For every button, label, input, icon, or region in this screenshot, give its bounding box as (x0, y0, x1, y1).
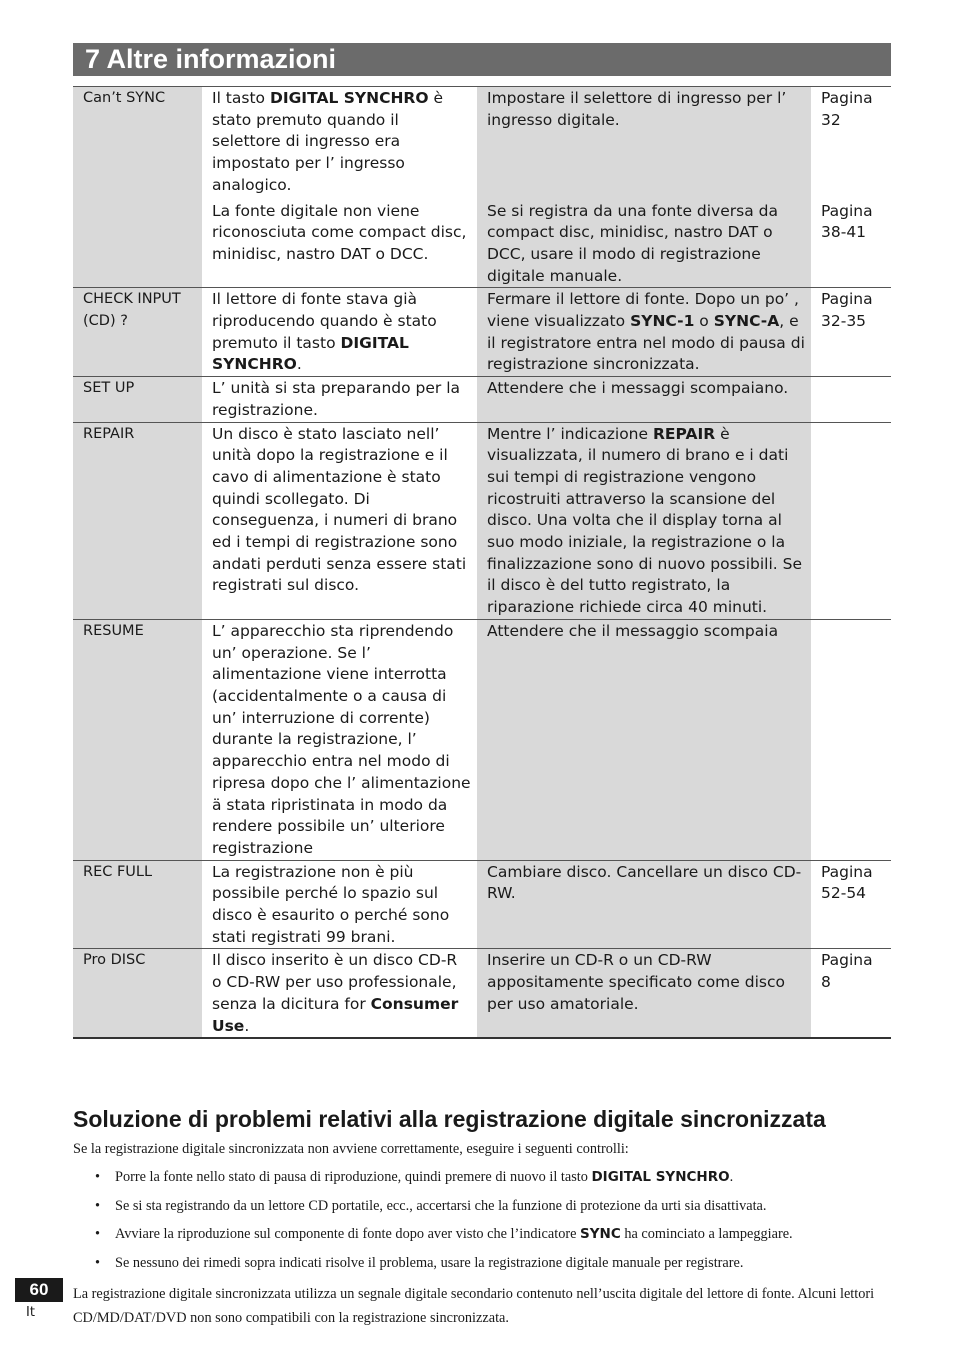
chapter-header: 7 Altre informazioni (73, 43, 891, 76)
text-segment: Attendere che il messaggio scompaia (487, 621, 779, 640)
text-segment: , e il registratore entra nel modo di pausa di registrazione sincronizzata. (487, 312, 805, 374)
page-reference (811, 422, 891, 619)
error-code: CHECK INPUT (CD) ? (73, 288, 202, 377)
text-segment: Un disco è stato lasciato nell’ unità dopo la registrazione e il cavo di alimentazione è stato quindi scollegato. Di conseguenza, i numeri di brano ed i tempi di registrazione sono andati perduti senza essere stati registrati sul disco. (212, 424, 467, 595)
error-remedy (477, 619, 811, 860)
bullet-icon: • (95, 1254, 101, 1271)
footnote: La registrazione digitale sincronizzata utilizza un segnale digitale secondario contenuto nell’uscita digitale del lettore di fonte. Alcuni lettori CD/MD/DAT/DVD non sono compatibili con la registrazione sincronizzata. (73, 1286, 875, 1326)
text-segment: Cambiare disco. Cancellare un disco CD-RW. (487, 862, 802, 903)
text-segment: Se si registra da una fonte diversa da compact disc, minidisc, nastro DAT o DCC, usare il modo di registrazione digitale manuale. (487, 201, 778, 285)
error-cause (202, 860, 477, 949)
bold-text: SYNC (580, 1226, 621, 1242)
bold-text: SYNC-A (713, 312, 780, 331)
section-title: Soluzione di problemi relativi alla registrazione digitale sincronizzata (73, 1106, 826, 1132)
table-row (73, 619, 891, 860)
error-code: SET UP (73, 377, 202, 422)
error-remedy (477, 422, 811, 619)
error-code: RESUME (73, 619, 202, 860)
error-code: Can’t SYNC (73, 87, 202, 288)
error-code: REC FULL (73, 860, 202, 949)
text-segment: Se si sta registrando da un lettore CD portatile, ecc., accertarsi che la funzione di protezione da urti sia disattivata. (115, 1197, 767, 1214)
error-code: Pro DISC (73, 949, 202, 1038)
list-item (73, 1166, 793, 1195)
text-segment: Il tasto (212, 89, 270, 107)
text-segment: Se nessuno dei rimedi sopra indicati risolve il problema, usare la registrazione digitale manuale per registrare. (115, 1254, 744, 1271)
error-cause (202, 422, 477, 619)
table-row (73, 288, 891, 377)
text-segment: ha cominciato a lampeggiare. (620, 1226, 793, 1242)
list-item (73, 1223, 793, 1252)
text-segment: Attendere che i messaggi scompaiano. (487, 379, 789, 398)
bold-text: DIGITAL SYNCHRO (269, 89, 429, 107)
error-cause (202, 949, 477, 1038)
bullet-icon: • (95, 1169, 101, 1185)
text-segment: o (694, 312, 714, 331)
bold-text: DIGITAL SYNCHRO (212, 333, 409, 374)
text-segment: Il lettore di fonte stava già riproducendo quando è stato premuto il tasto (212, 290, 437, 352)
text-segment: Il disco inserito è un disco CD-R o CD-RW per uso professionale, senza la dicitura for (212, 951, 458, 1013)
table-row (73, 860, 891, 949)
page-reference: Pagina 32 (811, 87, 891, 197)
text-segment: Mentre l’ indicazione (487, 424, 653, 443)
error-cause (202, 619, 477, 860)
error-cause (202, 87, 477, 197)
text-segment: Fermare il lettore di fonte. Dopo un po’ , viene visualizzato (487, 290, 799, 331)
bold-text: DIGITAL SYNCHRO (591, 1169, 730, 1185)
text-segment: L’ apparecchio sta riprendendo un’ operazione. Se l’ alimentazione viene interrotta (accidentalmente o a causa di un’ interruzione di corrente) durante la registrazione, l’ apparecchio entra nel modo di ripresa dopo che l’ alimentazione ä stata ripristinata in modo da rendere possibile un’ ulteriore registrazione (212, 621, 471, 857)
table-row (73, 422, 891, 619)
page-reference (811, 619, 891, 860)
error-table-body (73, 87, 891, 1039)
bold-text: REPAIR (652, 424, 716, 443)
page-number: 60 (15, 1278, 63, 1302)
bullet-icon: • (95, 1226, 101, 1242)
bold-text: SYNC-1 (630, 312, 695, 331)
text-segment: è visualizzata, il numero di brano e i dati sui tempi di registrazione vengono ricostruiti attraverso la scansione del disco. Una volta che il display torna al suo modo iniziale, la registrazione o la finalizzazione sono di nuovo possibili. Se il disco è del tutto registrato, la riparazione richiede circa 40 minuti. (487, 424, 803, 617)
text-segment: . (296, 355, 302, 374)
page-reference: Pagina 52-54 (811, 860, 891, 949)
bullet-icon: • (95, 1197, 101, 1214)
list-item (73, 1252, 793, 1281)
table-row (73, 949, 891, 1038)
language-code: It (26, 1305, 35, 1320)
section-intro: Se la registrazione digitale sincronizzata non avviene correttamente, eseguire i seguenti controlli: (73, 1141, 629, 1157)
error-cause (202, 288, 477, 377)
table-row (73, 87, 891, 197)
text-segment: . (244, 1016, 250, 1035)
text-segment: L’ unità si sta preparando per la registrazione. (212, 379, 460, 419)
error-code: REPAIR (73, 422, 202, 619)
page-reference: Pagina 32-35 (811, 288, 891, 377)
text-segment: . (729, 1169, 734, 1185)
text-segment: Impostare il selettore di ingresso per l’ ingresso digitale. (487, 89, 787, 129)
text-segment: è stato premuto quando il selettore di ingresso era impostato per l’ ingresso analogico. (212, 89, 444, 194)
error-remedy (477, 949, 811, 1038)
text-segment: Avviare la riproduzione sul componente di fonte dopo aver visto che l’indicatore (115, 1226, 581, 1242)
error-remedy (477, 197, 811, 288)
text-segment: Porre la fonte nello stato di pausa di riproduzione, quindi premere di nuovo il tasto (115, 1169, 592, 1185)
page-reference: Pagina 8 (811, 949, 891, 1038)
page-reference: Pagina 38-41 (811, 197, 891, 288)
error-remedy (477, 87, 811, 197)
text-segment: La fonte digitale non viene riconosciuta come compact disc, minidisc, nastro DAT o DCC. (212, 201, 467, 263)
text-segment: Inserire un CD-R o un CD-RW appositamente specificato come disco per uso amatoriale. (487, 951, 785, 1013)
page-reference (811, 377, 891, 422)
table-row (73, 377, 891, 422)
list-item (73, 1195, 793, 1224)
error-message-table (73, 86, 891, 1039)
error-remedy (477, 860, 811, 949)
error-remedy (477, 377, 811, 422)
check-list (73, 1166, 793, 1280)
bold-text: Consumer Use (212, 994, 459, 1035)
text-segment: La registrazione non è più possibile perché lo spazio sul disco è esaurito o perché sono stati registrati 99 brani. (212, 862, 450, 946)
error-cause (202, 377, 477, 422)
error-cause (202, 197, 477, 288)
error-remedy (477, 288, 811, 377)
